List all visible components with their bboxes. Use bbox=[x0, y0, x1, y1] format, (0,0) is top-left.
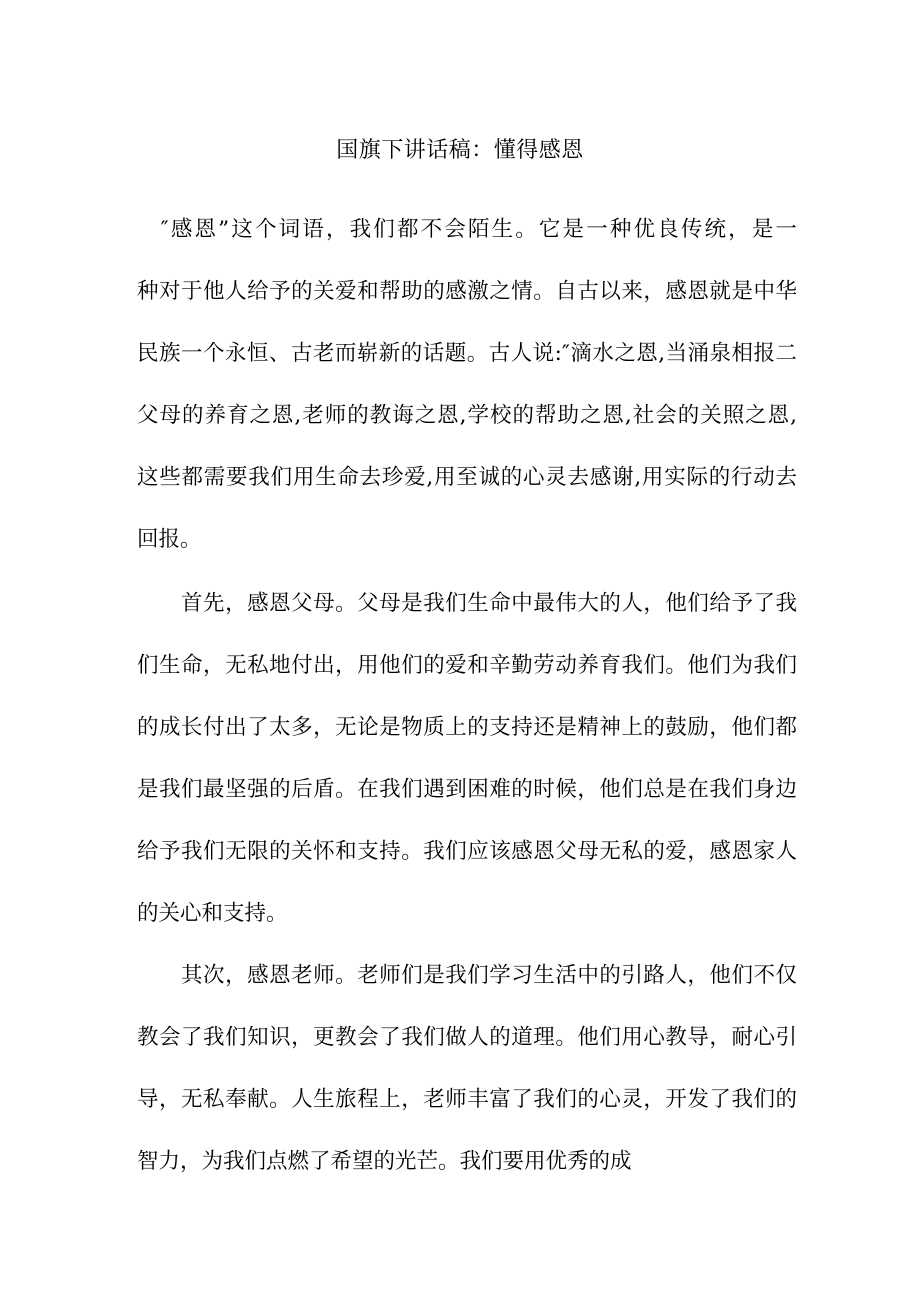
text-line: 这些都需要我们用生命去珍爱,用至诚的心灵去感谢,用实际的行动去 bbox=[137, 465, 797, 490]
paragraph-2 bbox=[137, 573, 797, 945]
text-line: 们生命，无私地付出，用他们的爱和辛勤劳动养育我们。他们为我们 bbox=[137, 653, 797, 678]
text-line: 首先，感恩父母。父母是我们生命中最伟大的人，他们给予了我 bbox=[137, 591, 797, 616]
text-line: 教会了我们知识，更教会了我们做人的道理。他们用心教导，耐心引 bbox=[137, 1025, 797, 1050]
text-line: 种对于他人给予的关爱和帮助的感激之情。自古以来，感恩就是中华 bbox=[137, 279, 797, 304]
paragraph-1 bbox=[137, 199, 797, 571]
text-line: 导，无私奉献。人生旅程上，老师丰富了我们的心灵，开发了我们的 bbox=[137, 1087, 797, 1112]
text-line: 回报。 bbox=[137, 527, 202, 552]
text-line: 的关心和支持。 bbox=[137, 901, 288, 926]
page-title: 国旗下讲话稿：懂得感恩 bbox=[336, 138, 584, 163]
text-line: 智力，为我们点燃了希望的光芒。我们要用优秀的成 bbox=[137, 1149, 632, 1174]
text-line: 民族一个永恒、古老而崭新的话题。古人说:″滴水之恩,当涌泉相报二 bbox=[137, 341, 797, 366]
paragraph-3 bbox=[137, 945, 797, 1193]
text-line: 给予我们无限的关怀和支持。我们应该感恩父母无私的爱，感恩家人 bbox=[137, 839, 797, 864]
text-line: 父母的养育之恩,老师的教诲之恩,学校的帮助之恩,社会的关照之恩, bbox=[137, 403, 797, 428]
text-line: 的成长付出了太多，无论是物质上的支持还是精神上的鼓励，他们都 bbox=[137, 715, 797, 740]
text-line: ″感恩”这个词语，我们都不会陌生。它是一种优良传统，是一 bbox=[137, 217, 797, 242]
text-line: 其次，感恩老师。老师们是我们学习生活中的引路人，他们不仅 bbox=[137, 963, 797, 988]
text-line: 是我们最坚强的后盾。在我们遇到困难的时候，他们总是在我们身边 bbox=[137, 777, 797, 802]
